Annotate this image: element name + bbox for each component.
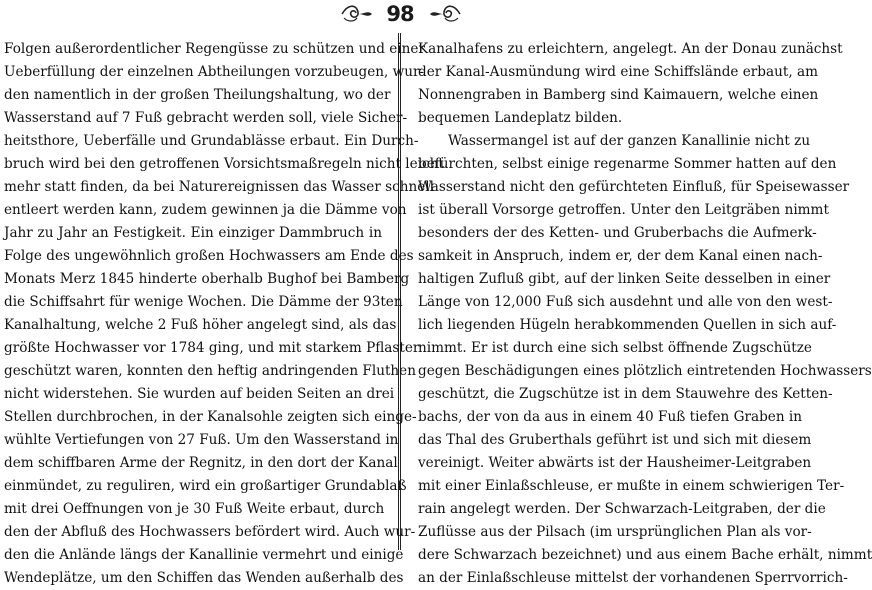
- text-line: bachs, der von da aus in einem 40 Fuß tiefen Graben in: [418, 409, 803, 425]
- text-line: an der Einlaßschleuse mittelst der vorhandenen Sperrvorrich-: [418, 570, 848, 586]
- text-line: den der Abfluß des Hochwassers befördert wird. Auch wur-: [4, 524, 416, 540]
- text-line: dem schiffbaren Arme der Regnitz, in den dort der Kanal: [4, 455, 398, 471]
- text-line: besonders der des Ketten- und Gruberbachs die Aufmerk-: [418, 225, 817, 241]
- page-number: 98: [386, 2, 414, 26]
- text-line: Monats Merz 1845 hinderte oberhalb Bughof bei Bamberg: [4, 271, 410, 287]
- text-line: heitsthore, Ueberfälle und Grundablässe erbaut. Ein Durch-: [4, 133, 419, 149]
- text-line: mit einer Einlaßschleuse, er mußte in einem schwierigen Ter-: [418, 478, 845, 494]
- text-line: Wasserstand nicht den gefürchteten Einfluß, für Speisewasser: [418, 179, 850, 195]
- text-line: ist überall Vorsorge getroffen. Unter den Leitgräben nimmt: [418, 202, 829, 218]
- text-line: vereinigt. Weiter abwärts ist der Hausheimer-Leitgraben: [418, 455, 812, 471]
- text-line: Nonnengraben in Bamberg sind Kaimauern, welche einen: [418, 87, 819, 103]
- text-line: der Kanal-Ausmündung wird eine Schiffsländе erbaut, am: [418, 64, 818, 80]
- text-line: Kanalhaltung, welche 2 Fuß höher angelegt sind, als das: [4, 317, 397, 333]
- text-line: entleert werden kann, zudem gewinnen ja die Dämme von: [4, 202, 407, 218]
- text-line: Ueberfüllung der einzelnen Abtheilungen vorzubeugen, wur-: [4, 64, 425, 80]
- text-line: nicht widerstehen. Sie wurden auf beiden Seiten an drei: [4, 386, 395, 402]
- text-line: Kanalhafens zu erleichtern, angelegt. An der Donau zunächst: [418, 41, 843, 57]
- text-line: mit drei Oeffnungen von je 30 Fuß Weite erbaut, durch: [4, 501, 385, 517]
- text-line: einmündet, zu reguliren, wird ein großartiger Grundablaß: [4, 478, 407, 494]
- text-line: lich liegenden Hügeln herabkommenden Quellen in sich auf-: [418, 317, 837, 333]
- text-line: das Thal des Gruberthals geführt ist und sich mit diesem: [418, 432, 812, 448]
- text-line: größte Hochwasser vor 1784 ging, und mit starkem Pflaster: [4, 340, 420, 356]
- text-line: haltigen Zufluß gibt, auf der linken Seite desselben in einer: [418, 271, 831, 287]
- text-line: dere Schwarzach bezeichnet) und aus einem Bache erhält, nimmt: [418, 547, 872, 563]
- text-line: bruch wird bei den getroffenen Vorsichtsmaßregeln nicht leicht: [4, 156, 444, 172]
- left-column: [4, 38, 444, 590]
- paragraph-end-line: bequemen Landeplatz bilden.: [418, 110, 623, 126]
- right-column: [418, 38, 872, 590]
- page-header: [0, 2, 800, 28]
- text-line: wühlte Vertiefungen von 27 Fuß. Um den Wasserstand in: [4, 432, 399, 448]
- text-line: Länge von 12,000 Fuß sich ausdehnt und alle von den west-: [418, 294, 833, 310]
- text-line: Folgen außerordentlicher Regengüsse zu schützen und einer: [4, 41, 425, 57]
- text-line: Folge des ungewöhnlich großen Hochwassers am Ende des: [4, 248, 414, 264]
- text-line: Zuflüsse aus der Pilsach (im ursprünglichen Plan als vor-: [418, 524, 812, 540]
- text-line: geschützt, die Zugschütze ist in dem Stauwehre des Ketten-: [418, 386, 833, 402]
- text-line: geschützt waren, konnten den heftig andringenden Fluthen: [4, 363, 416, 379]
- paragraph-start-line: Wassermangel ist auf der ganzen Kanallinie nicht zu: [448, 133, 811, 149]
- text-line: Wendeplätze, um den Schiffen das Wenden außerhalb des: [4, 570, 404, 586]
- text-line: den die Anlände längs der Kanallinie vermehrt und einige: [4, 547, 404, 563]
- text-line: Stellen durchbrochen, in der Kanalsohle zeigten sich einge-: [4, 409, 417, 425]
- text-line: den namentlich in der großen Theilungshaltung, wo der: [4, 87, 391, 103]
- text-line: die Schiffsahrt für wenige Wochen. Die Dämme der 93ten: [4, 294, 403, 310]
- text-line: rain angelegt werden. Der Schwarzach-Leitgraben, der die: [418, 501, 826, 517]
- right-ornament-icon: [428, 2, 462, 26]
- text-line: gegen Beschädigungen eines plötzlich eintretenden Hochwassers: [418, 363, 872, 379]
- text-line: Wasserstand auf 7 Fuß gebracht werden soll, viele Sicher-: [4, 110, 408, 126]
- left-ornament-icon: [340, 2, 374, 26]
- text-line: nimmt. Er ist durch eine sich selbst öffnende Zugschütze: [418, 340, 812, 356]
- text-line: befürchten, selbst einige regenarme Sommer hatten auf den: [418, 156, 837, 172]
- text-line: mehr statt finden, da bei Naturereignissen das Wasser schnell: [4, 179, 434, 195]
- text-line: samkeit in Anspruch, indem er, der dem Kanal einen nach-: [418, 248, 823, 264]
- text-line: Jahr zu Jahr an Festigkeit. Ein einziger Dammbruch in: [4, 225, 382, 241]
